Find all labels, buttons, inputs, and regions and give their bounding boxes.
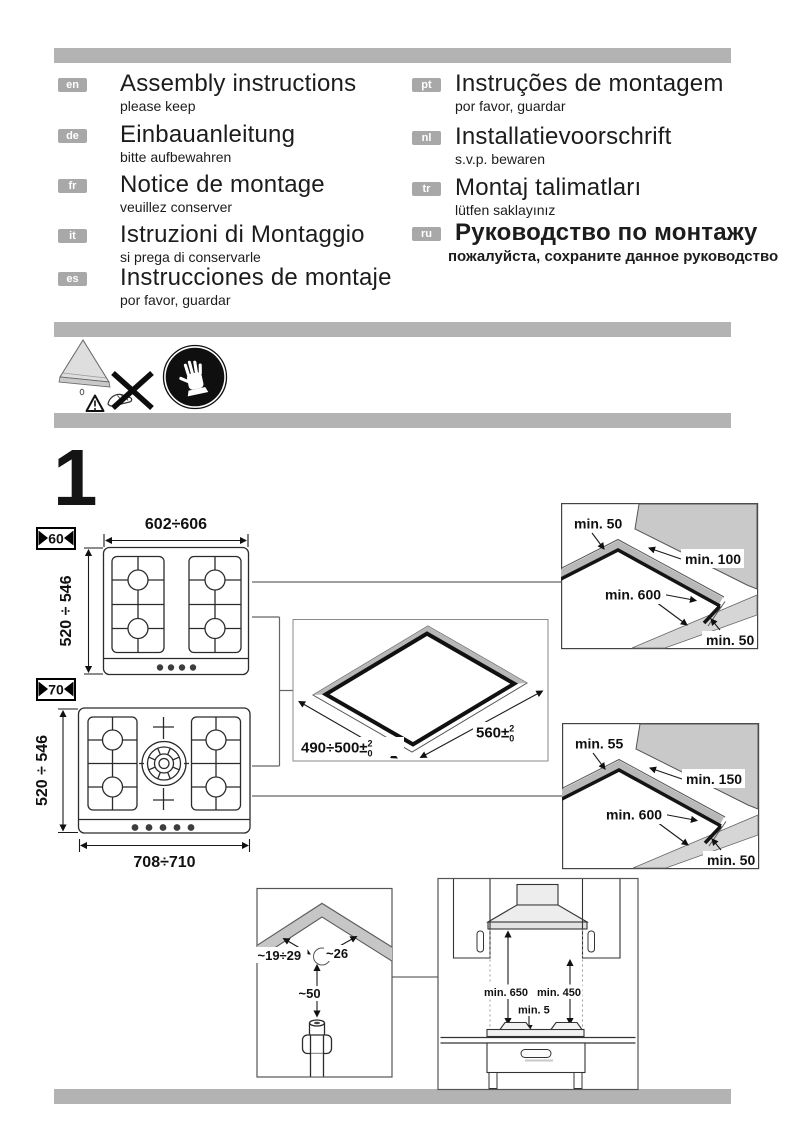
drawer-handle [521, 1050, 551, 1058]
gas-depth-label: ~50 [298, 986, 321, 1001]
hood-clearance-diagram [438, 879, 638, 1090]
lang-row-tr [412, 175, 641, 218]
lang-row-nl [412, 124, 672, 167]
cabinet-height-label: min. 450 [537, 987, 582, 999]
lang-subtitle-de: bitte aufbewahren [120, 149, 232, 165]
lang-row-fr [58, 172, 325, 215]
wok-burner [139, 717, 189, 810]
flag-70-label: 70 [48, 681, 64, 698]
wear-gloves-icon [162, 344, 228, 410]
hood-chimney [517, 885, 558, 906]
installation-drawing [0, 500, 802, 1100]
dim-hob70-width: 708÷710 [133, 854, 196, 871]
lang-badge-ru: ru [412, 227, 441, 241]
lang-badge-nl: nl [412, 131, 441, 145]
lang-title-ru: Руководство по монтажу [455, 219, 758, 246]
dim-cutout-width: 560±$^2$ 0 [476, 723, 515, 744]
lang-subtitle-it: si prega di conservarle [120, 249, 261, 265]
lang-subtitle-pt: por favor, guardar [455, 98, 566, 114]
divider-bar-top [54, 48, 731, 63]
drip-icon [80, 389, 84, 395]
lang-title-pt: Instruções de montagem [455, 70, 724, 97]
hob-60-size-flag [37, 528, 75, 549]
lang-row-pt [412, 71, 724, 114]
lang-title-es: Instrucciones de montaje [120, 264, 392, 291]
lang-badge-pt: pt [412, 78, 441, 92]
lang-row-es [58, 265, 392, 308]
hob-70-top-view [34, 708, 250, 871]
cross-out-x-icon [113, 373, 152, 408]
below-hob-label: min. 5 [518, 1004, 550, 1017]
lang-title-en: Assembly instructions [120, 70, 357, 97]
lang-subtitle-en: please keep [120, 98, 196, 114]
lang-badge-de: de [58, 129, 87, 143]
clearance-diagram-60 [555, 504, 758, 649]
clearance70-left-label: min. 55 [575, 735, 624, 752]
cabinet-leg [489, 1073, 497, 1089]
sharp-edge-warning-icon [52, 334, 157, 418]
hob-70-size-flag [37, 679, 75, 700]
lang-row-en [58, 71, 356, 114]
clearance60-rear-label: min. 100 [685, 551, 742, 567]
lang-title-fr: Notice de montage [120, 171, 325, 198]
cutout-diagram [293, 620, 548, 762]
lang-subtitle-ru: пожалуйста, сохраните данное руководство [448, 248, 779, 265]
lang-title-de: Einbauanleitung [120, 121, 296, 148]
dim-cutout-depth: 490÷500±$^2$ 0 [301, 738, 373, 759]
step-number: 1 [53, 433, 98, 522]
lang-badge-en: en [58, 78, 87, 92]
lang-title-it: Istruzioni di Montaggio [120, 221, 365, 248]
lang-badge-es: es [58, 272, 87, 286]
lang-subtitle-tr: lütfen saklayınız [455, 202, 556, 218]
clearance70-front-label: min. 600 [606, 806, 663, 823]
lang-subtitle-nl: s.v.p. bewaren [455, 151, 546, 167]
cabinet-leg [574, 1073, 582, 1089]
cabinet-handle [477, 931, 484, 952]
lang-badge-tr: tr [412, 182, 441, 196]
hob-60-top-view [58, 516, 249, 675]
hood-height-label: min. 650 [484, 987, 529, 999]
lang-row-it [58, 222, 365, 265]
lang-title-nl: Installatievoorschrift [455, 123, 672, 150]
burner [128, 570, 148, 590]
clearance60-side-label: min. 50 [706, 632, 755, 648]
gas-corner-right-label: ~26 [326, 946, 349, 961]
clearance70-rear-label: min. 150 [686, 771, 743, 787]
lang-title-tr: Montaj talimatları [455, 174, 642, 201]
gas-corner-left-label: ~19÷29 [257, 948, 302, 963]
lang-badge-fr: fr [58, 179, 87, 193]
lang-row-ru [412, 220, 778, 265]
knob-dot [157, 664, 163, 670]
flag-60-label: 60 [48, 530, 64, 547]
lang-badge-it: it [58, 229, 87, 243]
clearance70-side-label: min. 50 [707, 852, 756, 868]
dim-hob60-height: 520 ÷ 546 [58, 575, 75, 647]
lang-subtitle-es: por favor, guardar [120, 292, 231, 308]
lang-subtitle-fr: veuillez conserver [120, 199, 233, 215]
gas-connection-diagram [253, 889, 395, 1078]
clearance60-left-label: min. 50 [574, 515, 623, 532]
clearance60-front-label: min. 600 [605, 586, 662, 603]
dim-hob60-width: 602÷606 [144, 516, 208, 533]
dim-hob70-height: 520 ÷ 546 [34, 734, 51, 807]
clearance-diagram-70 [556, 724, 759, 869]
lang-row-de [58, 122, 295, 165]
